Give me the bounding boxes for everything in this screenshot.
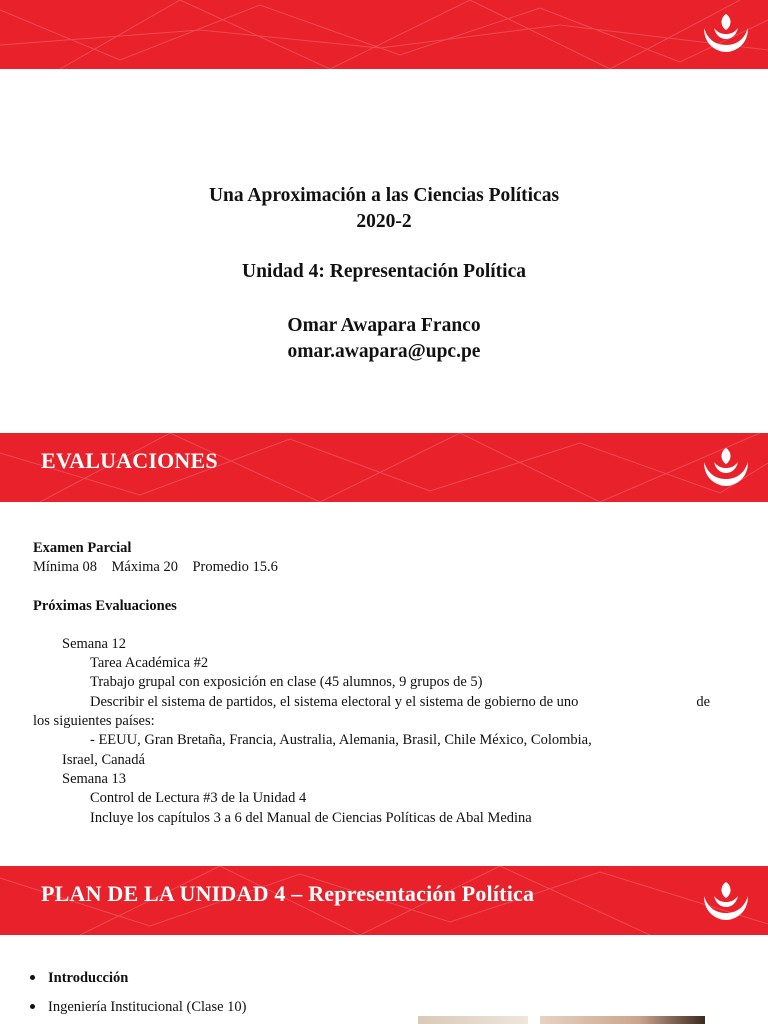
slide-photo	[418, 1016, 528, 1024]
week-12-label: Semana 12	[62, 635, 127, 652]
upc-logo-icon	[698, 12, 754, 56]
describe-line	[33, 693, 710, 712]
includes-chapters-text: Incluye los capítulos 3 a 6 del Manual de Ciencias Políticas de Abal Medina	[90, 809, 532, 826]
course-term: 2020-2	[356, 211, 412, 232]
describe-tail: de	[696, 693, 710, 710]
next-evaluations-label: Próximas Evaluaciones	[33, 597, 177, 614]
slide2-header-bar	[0, 433, 768, 502]
evaluations-heading: EVALUACIONES	[41, 448, 218, 473]
reading-control-label: Control de Lectura #3 de la Unidad 4	[90, 790, 307, 807]
list-item: Introducción	[30, 964, 247, 993]
unit-plan-heading: PLAN DE LA UNIDAD 4 – Representación Política	[41, 881, 535, 906]
upc-logo-icon	[698, 446, 754, 490]
author-name: Omar Awapara Franco	[287, 315, 481, 336]
title-slide-block	[0, 183, 768, 365]
author-email: omar.awapara@upc.pe	[287, 341, 481, 362]
group-work-text: Trabajo grupal con exposición en clase (45 alumnos, 9 grupos de 5)	[90, 674, 483, 691]
describe-text: Describir el sistema de partidos, el sistema electoral y el sistema de gobierno de uno	[90, 693, 579, 710]
slide1-header-bar	[0, 0, 768, 69]
task-label: Tarea Académica #2	[90, 655, 209, 672]
list-item: Ingeniería Institucional (Clase 10)	[30, 993, 247, 1022]
exam-label: Examen Parcial	[33, 540, 132, 556]
evaluations-body	[33, 539, 733, 828]
describe-continuation: los siguientes países:	[33, 713, 155, 730]
slide3-header-bar	[0, 866, 768, 935]
countries-list: - EEUU, Gran Bretaña, Francia, Australia, Alemania, Brasil, Chile México, Colombia,	[90, 732, 592, 749]
unit-title: Unidad 4: Representación Política	[241, 261, 526, 282]
course-title: Una Aproximación a las Ciencias Políticas	[208, 185, 560, 206]
unit-plan-list	[30, 964, 247, 1022]
upc-logo-icon	[698, 880, 754, 924]
week-13-label: Semana 13	[62, 770, 127, 787]
countries-continuation: Israel, Canadá	[62, 751, 145, 768]
slide-photo	[540, 1016, 705, 1024]
network-pattern	[0, 0, 768, 69]
exam-stats: Mínima 08 Máxima 20 Promedio 15.6	[33, 559, 278, 576]
